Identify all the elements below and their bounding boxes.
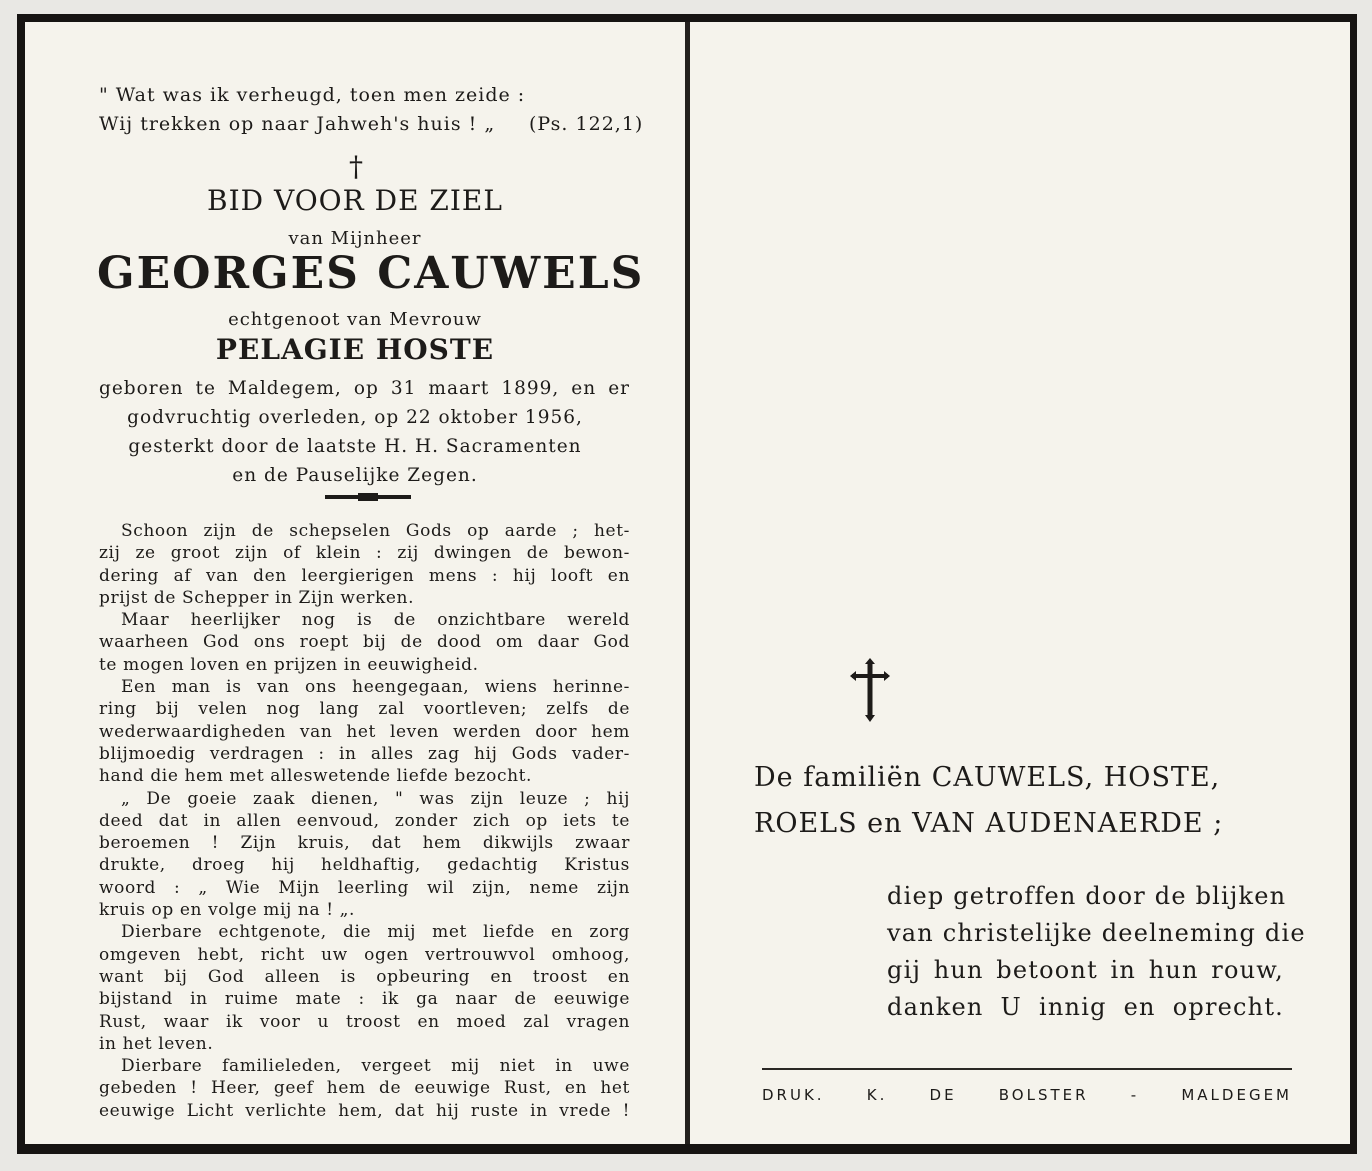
date-line-1: geboren te Maldegem, op 31 maart 1899, en er: [99, 378, 630, 399]
text-line: zij ze groot zijn of klein : zij dwingen de bewon-: [99, 543, 630, 564]
date-line-3: gesterkt door de laatste H. H. Sacramenten: [128, 436, 582, 457]
thanks-text: [887, 882, 1306, 1021]
text-line: waarheen God ons roept bij de dood om daar God: [99, 632, 630, 653]
van-mijnheer: van Mijnheer: [288, 228, 422, 249]
text-line: Schoon zijn de schepselen Gods op aarde ; het-: [121, 521, 630, 541]
ornamental-divider: [325, 495, 411, 499]
text-line: want bij God alleen is opbeuring en troost en: [99, 966, 630, 987]
families-line-1: De familiën CAUWELS, HOSTE,: [754, 762, 1221, 793]
quote-line-2: Wij trekken op naar Jahweh's huis ! „: [99, 113, 496, 135]
text-line: dering af van den leergierigen mens : hij looft en: [99, 565, 630, 586]
right-panel: [690, 22, 1350, 1144]
text-line: blijmoedig verdragen : in alles zag hij Gods vader-: [99, 743, 630, 764]
text-line: prijst de Schepper in Zijn werken.: [99, 587, 415, 608]
left-panel: [25, 22, 685, 1144]
printer-credit: DRUK. K. DE BOLSTER - MALDEGEM: [762, 1086, 1292, 1104]
text-line: Rust, waar ik voor u troost en moed zal vragen: [99, 1011, 630, 1032]
text-line: gebeden ! Heer, geef hem de eeuwige Rust, en het: [99, 1078, 630, 1099]
text-line: beroemen ! Zijn kruis, dat hem dikwijls zwaar: [99, 833, 630, 854]
paragraph-5: [99, 921, 630, 1055]
spouse-name: PELAGIE HOSTE: [215, 333, 495, 366]
quote-line-1: " Wat was ik verheugd, toen men zeide :: [99, 84, 526, 106]
text-line: drukte, droeg hij heldhaftig, gedachtig Kristus: [99, 855, 630, 876]
memorial-card: [17, 14, 1357, 1154]
text-line: bijstand in ruime mate : ik ga naar de eeuwige: [99, 989, 630, 1010]
text-line: in het leven.: [99, 1033, 214, 1054]
paragraph-6: [99, 1055, 630, 1122]
text-line: wederwaardigheden van het leven werden door hem: [99, 721, 630, 742]
quote-reference: (Ps. 122,1): [529, 113, 644, 135]
thanks-line: van christelijke deelneming die: [887, 919, 1306, 947]
text-line: Dierbare echtgenote, die mij met liefde en zorg: [121, 922, 630, 943]
text-line: Maar heerlijker nog is de onzichtbare wereld: [121, 610, 630, 631]
text-line: hand die hem met alleswetende liefde bezocht.: [99, 766, 533, 787]
date-line-2: godvruchtig overleden, op 22 oktober 1956,: [127, 407, 583, 428]
paragraph-1: [99, 520, 630, 609]
paragraph-4: [99, 788, 630, 922]
text-line: ring bij velen nog lang zal voortleven; zelfs de: [99, 699, 630, 720]
text-line: deed dat in allen eenvoud, zonder zich op iets te: [99, 810, 630, 831]
paragraph-2: [99, 609, 630, 676]
text-line: kruis op en volge mij na ! „.: [99, 900, 356, 921]
cross-icon: †: [349, 150, 363, 183]
text-line: te mogen loven en prijzen in eeuwigheid.: [99, 654, 479, 675]
paragraph-3: [99, 676, 630, 787]
text-line: omgeven hebt, richt uw ogen vertrouwvol omhoog,: [99, 944, 630, 965]
text-line: Een man is van ons heengegaan, wiens herinne-: [121, 677, 630, 698]
text-line: „ De goeie zaak dienen, " was zijn leuze ; hij: [121, 788, 630, 809]
thanks-line: danken U innig en oprecht.: [887, 993, 1284, 1021]
thanks-line: diep getroffen door de blijken: [887, 882, 1287, 910]
text-line: Dierbare familieleden, vergeet mij niet in uwe: [121, 1056, 630, 1077]
printer-divider: [762, 1068, 1292, 1070]
text-line: woord : „ Wie Mijn leerling wil zijn, neme zijn: [99, 877, 630, 898]
deceased-name: GEORGES CAUWELS: [97, 248, 645, 299]
spouse-intro: echtgenoot van Mevrouw: [228, 309, 482, 330]
prayer-heading: BID VOOR DE ZIEL: [207, 184, 503, 217]
date-line-4: en de Pauselijke Zegen.: [232, 465, 478, 486]
thanks-line: gij hun betoont in hun rouw,: [887, 956, 1284, 984]
memorial-text: [99, 520, 630, 1122]
families-line-2: ROELS en VAN AUDENAERDE ;: [754, 808, 1224, 839]
text-line: eeuwige Licht verlichte hem, dat hij ruste in vrede !: [99, 1100, 630, 1121]
latin-cross-icon: [850, 658, 890, 722]
